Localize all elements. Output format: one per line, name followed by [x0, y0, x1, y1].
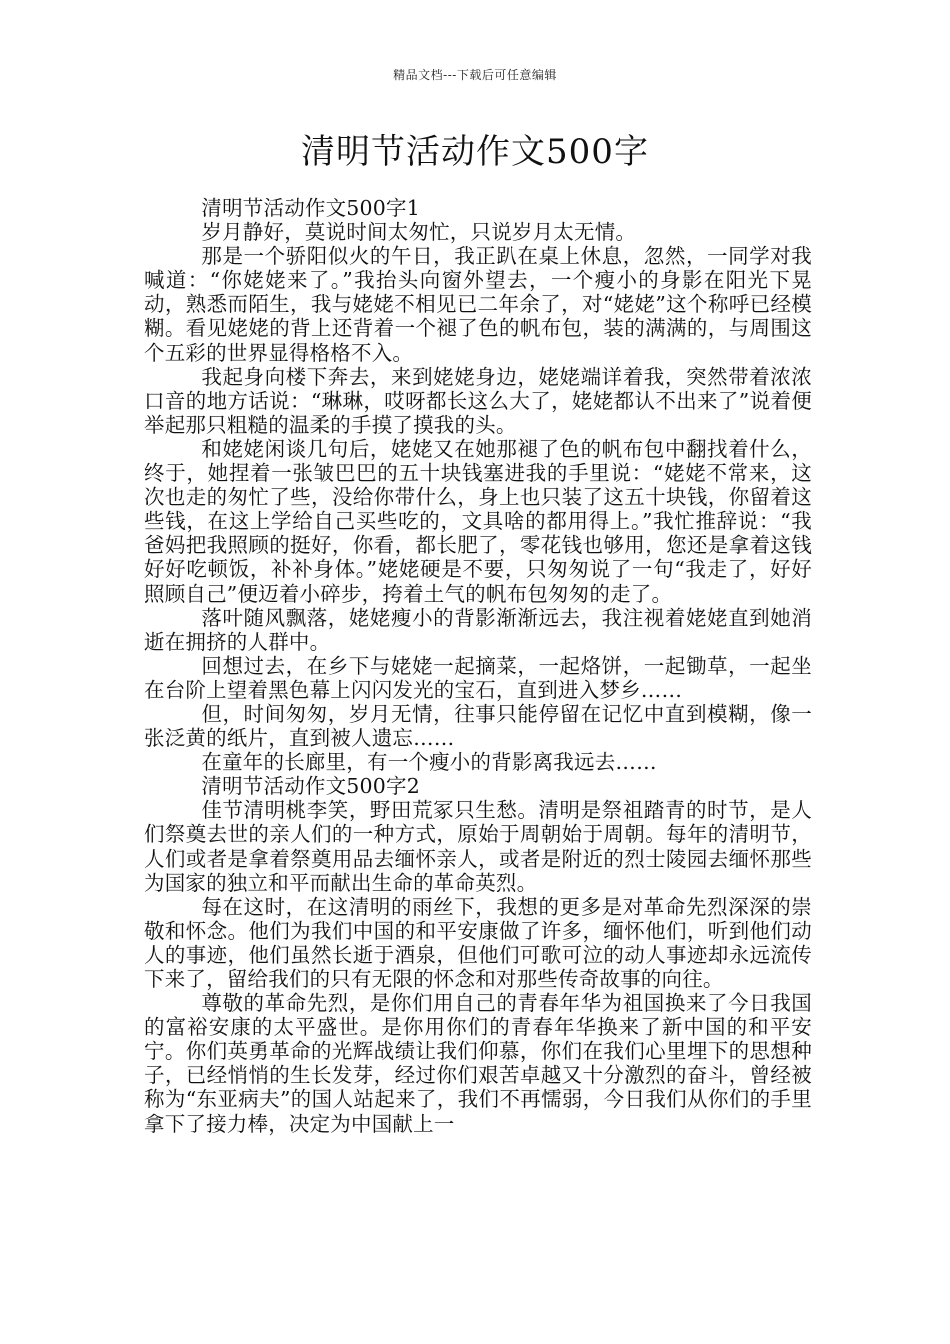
essay-heading-1: 清明节活动作文500字1 [201, 196, 420, 220]
paragraph: 尊敬的革命先烈，是你们用自己的青春年华为祖国换来了今日我国的富裕安康的太平盛世。是你用你们的青春年华换来了新中国的和平安宁。你们英勇革命的光辉战绩让我们仰慕，你们在我们心里埋下的思想种子，已经悄悄的生长发芽，经过你们艰苦卓越又十分激烈的奋斗，曾经被称为“东亚病夫”的国人站起来了，我们不再懦弱，今日我们从你们的手里拿下了接力棒，决定为中国献上一 [144, 991, 812, 1136]
paragraph: 我起身向楼下奔去，来到姥姥身边，姥姥端详着我，突然带着浓浓口音的地方话说：“琳琳，哎呀都长这么大了，姥姥都认不出来了”说着便举起那只粗糙的温柔的手摸了摸我的头。 [144, 364, 812, 437]
paragraph: 落叶随风飘落，姥姥瘦小的背影渐渐远去，我注视着姥姥直到她消逝在拥挤的人群中。 [144, 605, 812, 654]
paragraph: 那是一个骄阳似火的午日，我正趴在桌上休息，忽然，一同学对我喊道：“你姥姥来了。”我抬头向窗外望去，一个瘦小的身影在阳光下晃动，熟悉而陌生，我与姥姥不相见已二年余了，对“姥姥”这个称呼已经模糊。看见姥姥的背上还背着一个褪了色的帆布包，装的满满的，与周围这个五彩的世界显得格格不入。 [144, 244, 812, 365]
paragraph: 佳节清明桃李笑，野田荒冢只生愁。清明是祭祖踏青的时节，是人们祭奠去世的亲人们的一种方式，原始于周朝始于周朝。每年的清明节，人们或者是拿着祭奠用品去缅怀亲人，或者是附近的烈士陵园去缅怀那些为国家的独立和平而献出生命的革命英烈。 [144, 798, 812, 895]
paragraph: 和姥姥闲谈几句后，姥姥又在她那褪了色的帆布包中翻找着什么，终于，她捏着一张皱巴巴的五十块钱塞进我的手里说：“姥姥不常来，这次也走的匆忙了些，没给你带什么，身上也只装了这五十块钱，你留着这些钱，在这上学给自己买些吃的，文具啥的都用得上。”我忙推辞说：“我爸妈把我照顾的挺好，你看，都长肥了，零花钱也够用，您还是拿着这钱好好吃顿饭，补补身体。”姥姥硬是不要，只匆匆说了一句“我走了，好好照顾自己”便迈着小碎步，挎着土气的帆布包匆匆的走了。 [144, 436, 812, 606]
document-body [144, 196, 812, 1136]
paragraph: 每在这时，在这清明的雨丝下，我想的更多是对革命先烈深深的崇敬和怀念。他们为我们中国的和平安康做了许多，缅怀他们，听到他们动人的事迹，他们虽然长逝于酒泉，但他们可歌可泣的动人事迹却永远流传下来了，留给我们的只有无限的怀念和对那些传奇故事的向往。 [144, 894, 812, 991]
paragraph: 回想过去，在乡下与姥姥一起摘菜，一起烙饼，一起锄草，一起坐在台阶上望着黑色幕上闪闪发光的宝石，直到进入梦乡…… [144, 653, 812, 702]
essay-heading-2: 清明节活动作文500字2 [201, 774, 420, 799]
paragraph: 在童年的长廊里，有一个瘦小的背影离我远去…… [201, 750, 657, 775]
paragraph: 但，时间匆匆，岁月无情，往事只能停留在记忆中直到模糊，像一张泛黄的纸片，直到被人遗忘…… [144, 701, 812, 751]
header-note: 精品文档---下载后可任意编辑 [393, 68, 557, 82]
document-title: 清明节活动作文500字 [301, 132, 649, 172]
paragraph: 岁月静好，莫说时间太匆忙，只说岁月太无情。 [201, 220, 637, 245]
